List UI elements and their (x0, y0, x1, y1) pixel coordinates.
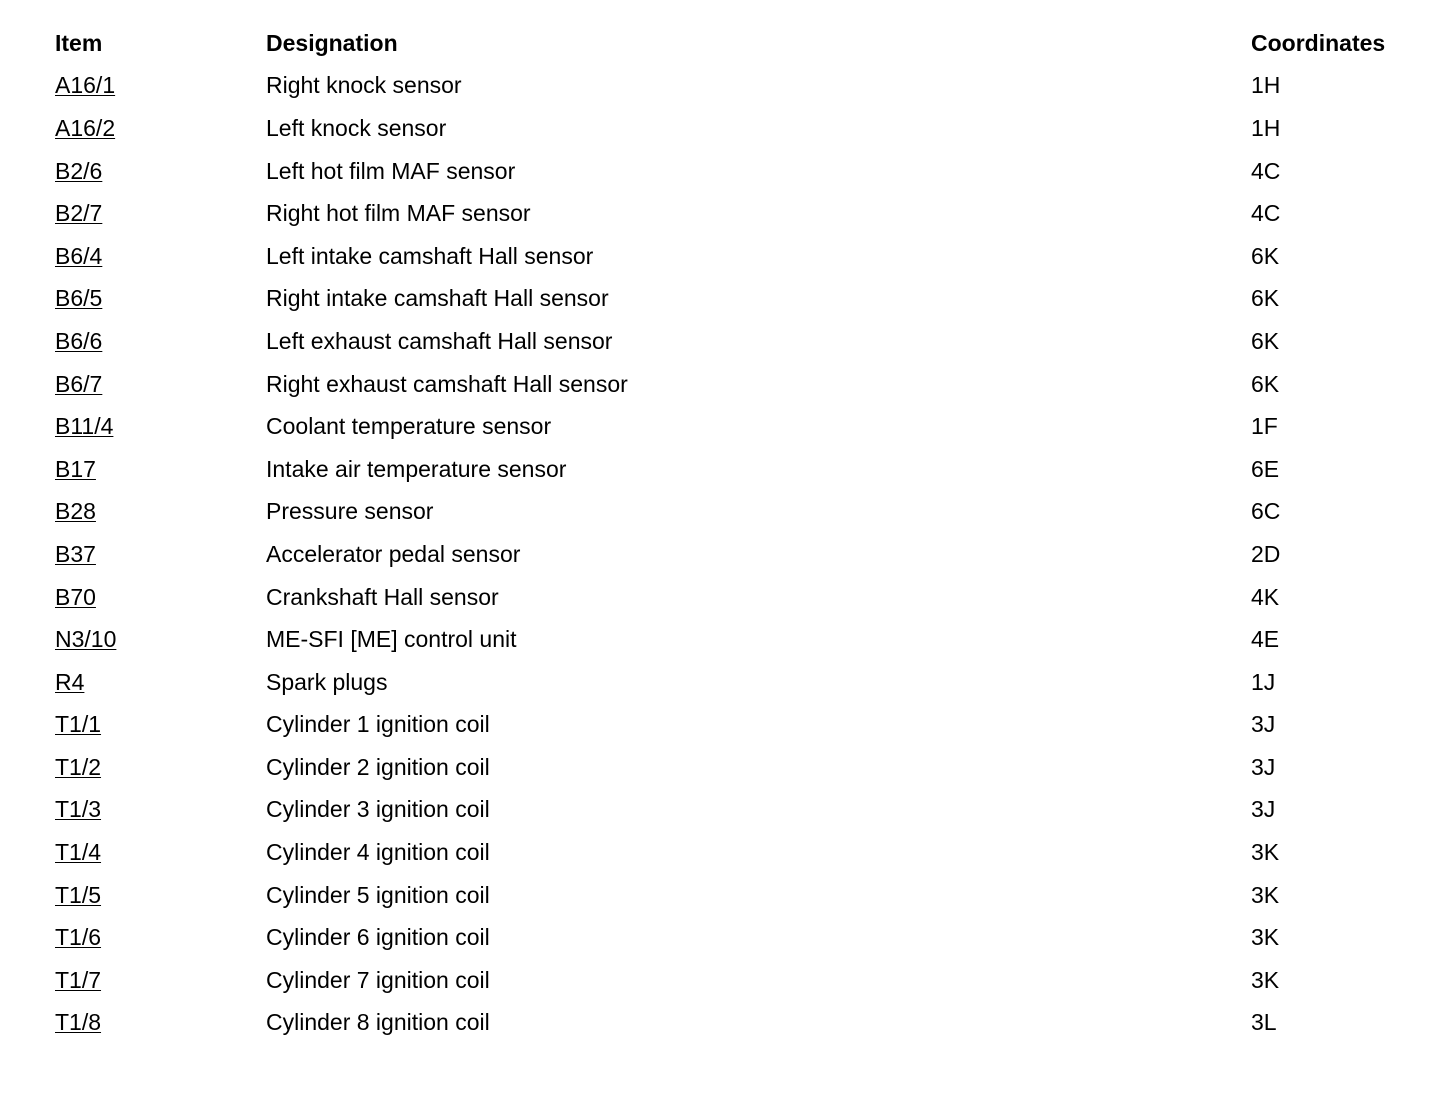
coordinates-cell: 1F (1251, 413, 1278, 440)
coordinates-cell: 3J (1251, 796, 1276, 823)
table-header-row (55, 22, 1441, 65)
component-legend-table (55, 22, 1441, 1044)
table-row (55, 320, 1441, 363)
item-cell (55, 959, 266, 1002)
table-row (55, 150, 1441, 193)
designation-cell: Cylinder 3 ignition coil (266, 796, 490, 823)
item-link[interactable]: T1/5 (55, 881, 102, 908)
item-link[interactable]: T1/1 (55, 711, 102, 738)
item-link[interactable]: R4 (55, 668, 85, 695)
table-row (55, 192, 1441, 235)
item-cell (55, 235, 266, 278)
item-link[interactable]: B11/4 (55, 413, 114, 440)
item-cell (55, 405, 266, 448)
designation-cell: Crankshaft Hall sensor (266, 583, 499, 610)
item-cell (55, 874, 266, 917)
table-row (55, 1002, 1441, 1045)
table-row (55, 448, 1441, 491)
item-cell (55, 746, 266, 789)
designation-cell: Cylinder 1 ignition coil (266, 711, 490, 738)
item-cell (55, 618, 266, 661)
item-link[interactable]: B6/6 (55, 327, 103, 354)
designation-cell: Right hot film MAF sensor (266, 200, 531, 227)
designation-cell: Cylinder 7 ignition coil (266, 966, 490, 993)
designation-cell: Coolant temperature sensor (266, 413, 552, 440)
designation-cell: Cylinder 5 ignition coil (266, 881, 490, 908)
coordinates-cell: 4C (1251, 200, 1281, 227)
table-row (55, 107, 1441, 150)
coordinates-cell: 3L (1251, 1009, 1277, 1036)
designation-cell: Cylinder 6 ignition coil (266, 924, 490, 951)
item-link[interactable]: B6/7 (55, 370, 103, 397)
coordinates-cell: 6K (1251, 285, 1280, 312)
table-row (55, 235, 1441, 278)
coordinates-cell: 3K (1251, 881, 1280, 908)
item-link[interactable]: T1/3 (55, 796, 102, 823)
item-cell (55, 320, 266, 363)
item-cell (55, 533, 266, 576)
designation-cell: Right knock sensor (266, 72, 462, 99)
item-link[interactable]: T1/6 (55, 924, 102, 951)
item-cell (55, 916, 266, 959)
coordinates-cell: 4E (1251, 626, 1280, 653)
designation-cell: Left intake camshaft Hall sensor (266, 242, 594, 269)
item-link[interactable]: T1/8 (55, 1009, 102, 1036)
table-row (55, 704, 1441, 747)
item-link[interactable]: B6/4 (55, 242, 103, 269)
item-link[interactable]: T1/2 (55, 753, 102, 780)
header-item: Item (55, 29, 103, 56)
item-cell (55, 107, 266, 150)
item-cell (55, 831, 266, 874)
header-designation: Designation (266, 29, 398, 56)
table-row (55, 831, 1441, 874)
item-link[interactable]: B17 (55, 455, 96, 482)
coordinates-cell: 4C (1251, 157, 1281, 184)
table-row (55, 661, 1441, 704)
coordinates-cell: 4K (1251, 583, 1280, 610)
item-cell (55, 192, 266, 235)
coordinates-cell: 6K (1251, 242, 1280, 269)
item-link[interactable]: A16/2 (55, 114, 116, 141)
coordinates-cell: 6K (1251, 327, 1280, 354)
item-cell (55, 150, 266, 193)
coordinates-cell: 1H (1251, 72, 1281, 99)
table-row (55, 959, 1441, 1002)
item-cell (55, 363, 266, 406)
coordinates-cell: 3K (1251, 924, 1280, 951)
table-row (55, 363, 1441, 406)
table-row (55, 618, 1441, 661)
coordinates-cell: 6C (1251, 498, 1281, 525)
designation-cell: Right exhaust camshaft Hall sensor (266, 370, 628, 397)
item-link[interactable]: B6/5 (55, 285, 103, 312)
item-link[interactable]: B28 (55, 498, 96, 525)
item-link[interactable]: N3/10 (55, 626, 117, 653)
coordinates-cell: 1J (1251, 668, 1276, 695)
designation-cell: Left hot film MAF sensor (266, 157, 516, 184)
item-cell (55, 278, 266, 321)
item-cell (55, 576, 266, 619)
item-cell (55, 448, 266, 491)
item-link[interactable]: B37 (55, 540, 96, 567)
item-cell (55, 704, 266, 747)
table-row (55, 533, 1441, 576)
coordinates-cell: 2D (1251, 540, 1281, 567)
item-link[interactable]: T1/7 (55, 966, 102, 993)
item-link[interactable]: T1/4 (55, 839, 102, 866)
coordinates-cell: 3J (1251, 753, 1276, 780)
designation-cell: Cylinder 8 ignition coil (266, 1009, 490, 1036)
item-cell (55, 789, 266, 832)
designation-cell: Cylinder 4 ignition coil (266, 839, 490, 866)
table-row (55, 874, 1441, 917)
coordinates-cell: 3K (1251, 839, 1280, 866)
table-row (55, 746, 1441, 789)
designation-cell: Spark plugs (266, 668, 388, 695)
item-cell (55, 65, 266, 108)
item-cell (55, 491, 266, 534)
designation-cell: Intake air temperature sensor (266, 455, 567, 482)
item-link[interactable]: B2/6 (55, 157, 103, 184)
table-body (55, 65, 1441, 1045)
item-link[interactable]: B2/7 (55, 200, 103, 227)
table-row (55, 65, 1441, 108)
coordinates-cell: 6E (1251, 455, 1280, 482)
coordinates-cell: 3K (1251, 966, 1280, 993)
coordinates-cell: 6K (1251, 370, 1280, 397)
designation-cell: ME-SFI [ME] control unit (266, 626, 517, 653)
item-link[interactable]: B70 (55, 583, 96, 610)
designation-cell: Cylinder 2 ignition coil (266, 753, 490, 780)
designation-cell: Left exhaust camshaft Hall sensor (266, 327, 613, 354)
item-cell (55, 1002, 266, 1045)
designation-cell: Left knock sensor (266, 114, 447, 141)
table-row (55, 278, 1441, 321)
designation-cell: Right intake camshaft Hall sensor (266, 285, 609, 312)
item-cell (55, 661, 266, 704)
designation-cell: Accelerator pedal sensor (266, 540, 521, 567)
item-link[interactable]: A16/1 (55, 72, 116, 99)
table-row (55, 576, 1441, 619)
coordinates-cell: 3J (1251, 711, 1276, 738)
coordinates-cell: 1H (1251, 114, 1281, 141)
table-row (55, 491, 1441, 534)
designation-cell: Pressure sensor (266, 498, 434, 525)
table-row (55, 405, 1441, 448)
header-coordinates: Coordinates (1251, 29, 1386, 56)
table-row (55, 916, 1441, 959)
table-row (55, 789, 1441, 832)
